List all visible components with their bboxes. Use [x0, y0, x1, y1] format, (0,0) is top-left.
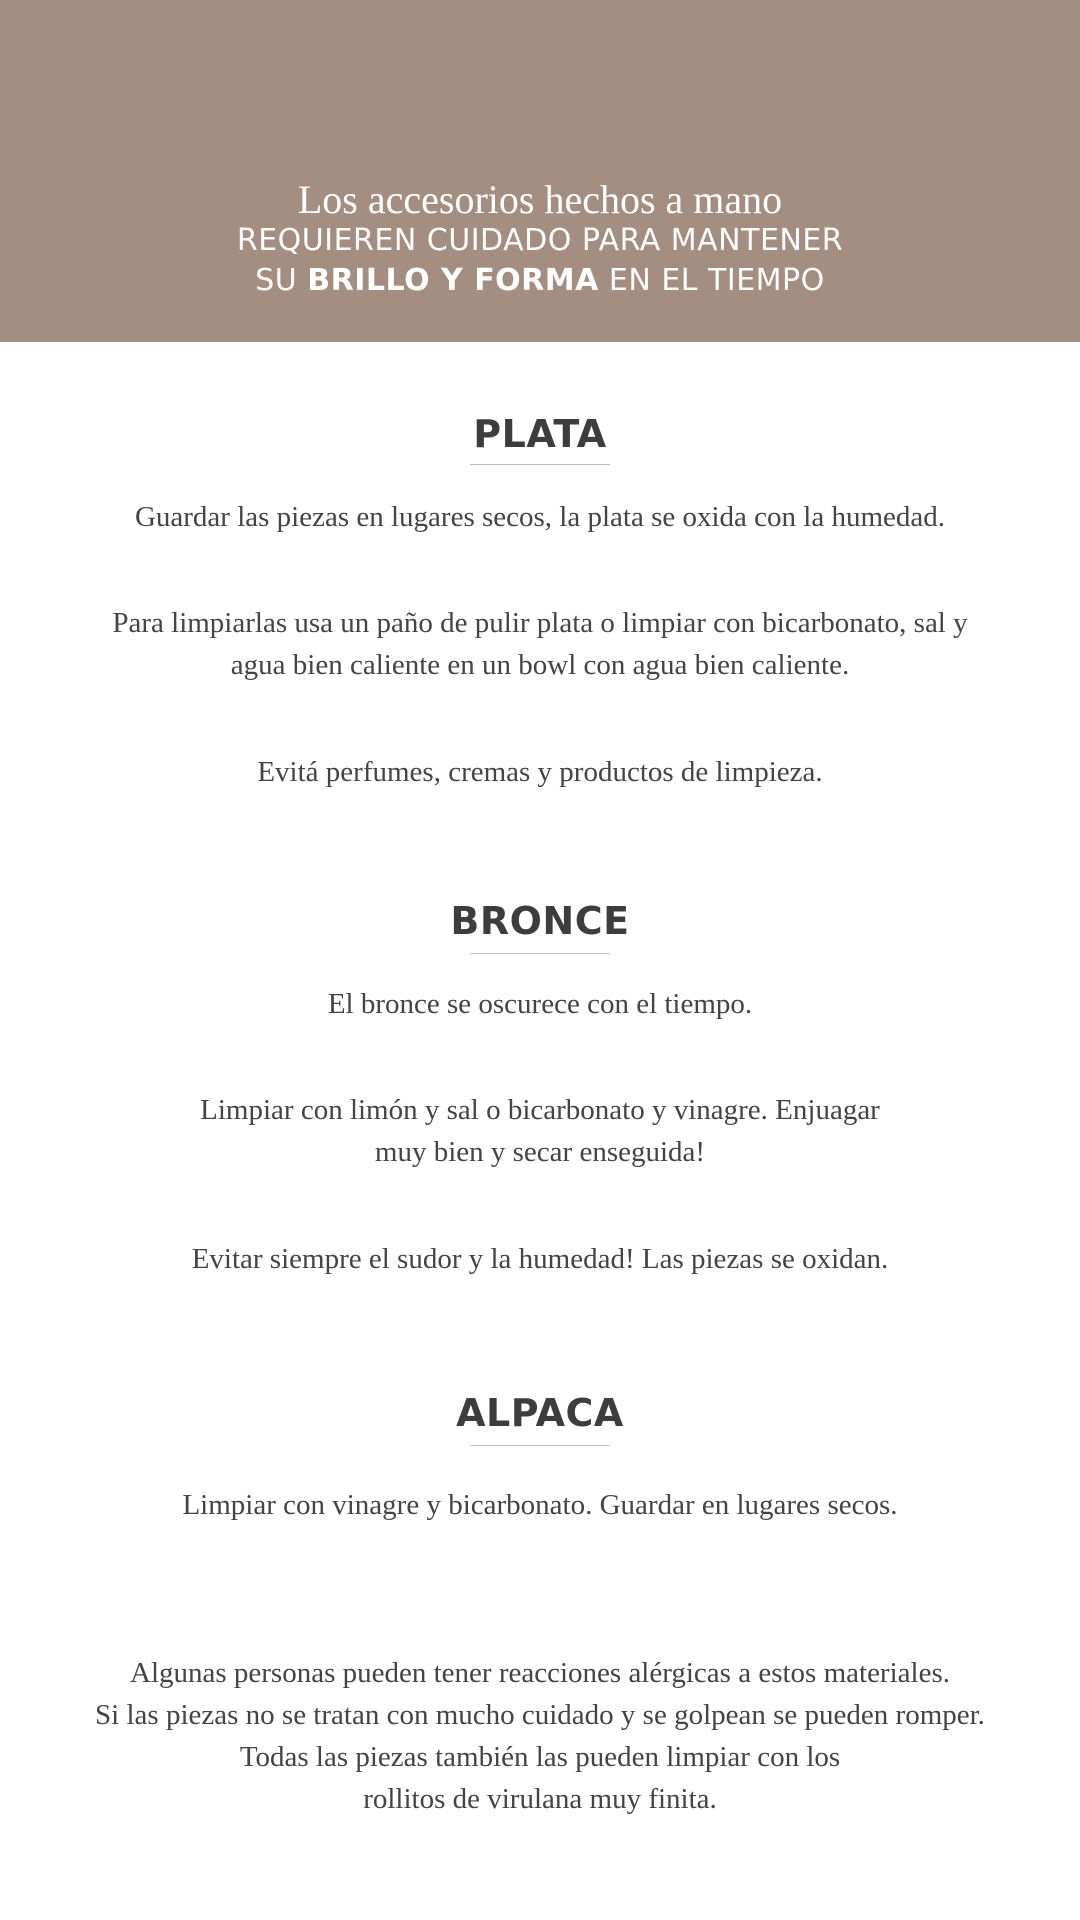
plata-paragraph-3: [0, 751, 1080, 793]
paragraph-line: agua bien caliente en un bowl con agua bien caliente.: [230, 649, 850, 681]
section-divider-plata: [470, 464, 610, 465]
bronce-paragraph-3: [0, 1238, 1080, 1280]
banner-subtitle-line-2: [0, 262, 1080, 300]
banner-subtitle-line-1: REQUIEREN CUIDADO PARA MANTENER: [236, 223, 844, 258]
banner-subtitle-prefix: SU: [255, 263, 308, 298]
footer-line: Todas las piezas también las pueden limpiar con los: [239, 1741, 841, 1773]
bronce-paragraph-1: [0, 983, 1080, 1025]
banner-subtitle-suffix: EN EL TIEMPO: [598, 263, 825, 298]
section-divider-alpaca: [470, 1445, 610, 1446]
header-banner: [0, 0, 1080, 342]
footer-note: [0, 1652, 1080, 1820]
section-divider-bronce: [470, 953, 610, 954]
plata-paragraph-2: [0, 602, 1080, 686]
banner-subtitle-emphasis: BRILLO Y FORMA: [307, 263, 599, 298]
paragraph-line: Evitá perfumes, cremas y productos de limpieza.: [257, 756, 823, 788]
paragraph-line: Evitar siempre el sudor y la humedad! Las piezas se oxidan.: [191, 1243, 889, 1275]
bronce-paragraph-2: [0, 1089, 1080, 1173]
paragraph-line: Limpiar con vinagre y bicarbonato. Guardar en lugares secos.: [182, 1489, 898, 1521]
paragraph-line: Limpiar con limón y sal o bicarbonato y vinagre. Enjuagar: [200, 1094, 880, 1126]
footer-line: rollitos de virulana muy finita.: [363, 1783, 717, 1815]
paragraph-line: muy bien y secar enseguida!: [374, 1136, 706, 1168]
alpaca-paragraph-1: [0, 1484, 1080, 1526]
paragraph-line: Guardar las piezas en lugares secos, la plata se oxida con la humedad.: [134, 501, 946, 533]
banner-title: Los accesorios hechos a mano: [297, 177, 783, 222]
paragraph-line: El bronce se oscurece con el tiempo.: [327, 988, 753, 1020]
section-title-plata: PLATA: [473, 412, 607, 456]
footer-line: Si las piezas no se tratan con mucho cuidado y se golpean se pueden romper.: [95, 1699, 985, 1731]
plata-paragraph-1: [0, 496, 1080, 538]
paragraph-line: Para limpiarlas usa un paño de pulir plata o limpiar con bicarbonato, sal y: [112, 607, 968, 639]
section-title-alpaca: ALPACA: [456, 1391, 624, 1435]
footer-line: Algunas personas pueden tener reacciones alérgicas a estos materiales.: [130, 1657, 950, 1689]
section-title-bronce: BRONCE: [450, 899, 630, 943]
